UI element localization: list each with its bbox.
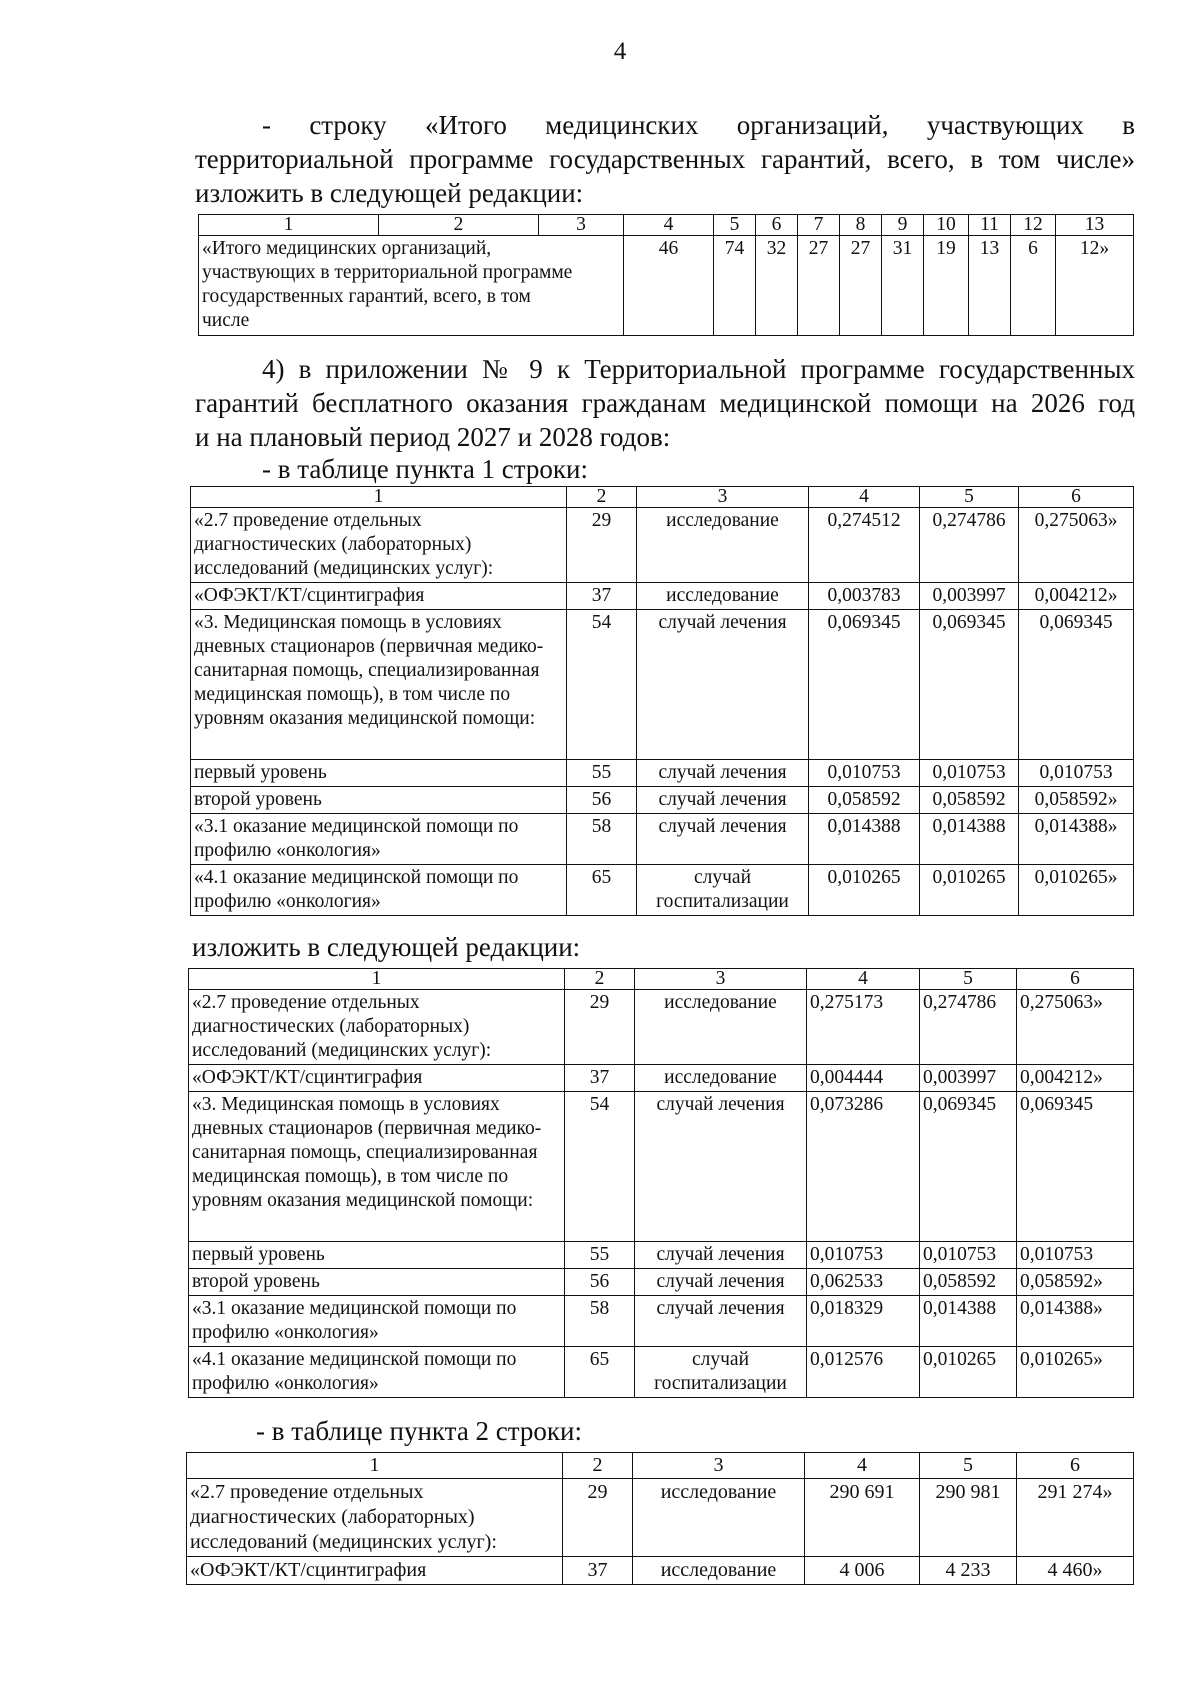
row-number: 58 [567, 814, 637, 865]
row-label: «Итого медицинских организаций, участвующих в территориальной программе государственных гарантий, всего, в том числе [199, 236, 624, 336]
value-cell: 0,004444 [807, 1065, 920, 1092]
value-cell: 0,275063» [1017, 990, 1134, 1065]
row-unit: случай лечения [635, 1242, 807, 1269]
header-cell: 7 [798, 215, 840, 236]
table-header-row [199, 215, 1134, 236]
header-cell: 5 [920, 1453, 1017, 1479]
table-row [189, 1092, 1134, 1242]
value-cell: 0,018329 [807, 1296, 920, 1347]
value-cell: 0,069345 [920, 610, 1019, 760]
table-row [191, 865, 1134, 916]
header-cell: 5 [714, 215, 756, 236]
table-row [189, 1347, 1134, 1398]
value-cell: 0,010753 [809, 760, 920, 787]
row-unit: случай госпитализации [635, 1347, 807, 1398]
value-cell: 0,004212» [1017, 1065, 1134, 1092]
table-row [199, 236, 1134, 336]
value-cell: 0,012576 [807, 1347, 920, 1398]
header-cell: 12 [1011, 215, 1056, 236]
value-cell: 0,010265» [1019, 865, 1134, 916]
header-cell: 5 [920, 487, 1019, 508]
value-cell: 74 [714, 236, 756, 336]
row-label: «4.1 оказание медицинской помощи по профилю «онкология» [191, 865, 567, 916]
table-row [191, 583, 1134, 610]
row-label: «ОФЭКТ/КТ/сцинтиграфия [191, 583, 567, 610]
row-label: второй уровень [189, 1269, 565, 1296]
value-cell: 0,014388» [1017, 1296, 1134, 1347]
table-row [191, 760, 1134, 787]
header-cell: 1 [199, 215, 379, 236]
table-item1-old [190, 486, 1134, 916]
value-cell: 0,010753 [920, 1242, 1017, 1269]
header-cell: 3 [635, 969, 807, 990]
value-cell: 0,274786 [920, 508, 1019, 583]
value-cell: 0,010753 [1019, 760, 1134, 787]
row-label: «2.7 проведение отдельных диагностических (лабораторных) исследований (медицинских услуг): [187, 1479, 563, 1557]
value-cell: 0,014388 [920, 814, 1019, 865]
row-number: 55 [565, 1242, 635, 1269]
value-cell: 4 460» [1017, 1557, 1134, 1585]
header-cell: 3 [637, 487, 809, 508]
value-cell: 0,069345 [809, 610, 920, 760]
table-row [189, 1269, 1134, 1296]
value-cell: 0,058592 [920, 787, 1019, 814]
row-number: 55 [567, 760, 637, 787]
p4-line-3: и на плановый период 2027 и 2028 годов: [195, 422, 671, 452]
row-label: «4.1 оказание медицинской помощи по профилю «онкология» [189, 1347, 565, 1398]
mid-text: изложить в следующей редакции: [192, 932, 581, 962]
table-row [191, 610, 1134, 760]
row-number: 29 [565, 990, 635, 1065]
row-number: 56 [565, 1269, 635, 1296]
value-cell: 0,275063» [1019, 508, 1134, 583]
header-cell: 6 [1019, 487, 1134, 508]
header-cell: 8 [840, 215, 882, 236]
row-unit: случай лечения [635, 1092, 807, 1242]
value-cell: 27 [798, 236, 840, 336]
table-row [189, 990, 1134, 1065]
header-cell: 9 [882, 215, 924, 236]
value-cell: 46 [624, 236, 714, 336]
table-row [187, 1557, 1134, 1585]
header-cell: 2 [563, 1453, 633, 1479]
header-cell: 6 [756, 215, 798, 236]
row-unit: случай лечения [637, 787, 809, 814]
header-cell: 6 [1017, 969, 1134, 990]
value-cell: 27 [840, 236, 882, 336]
table-row [191, 814, 1134, 865]
value-cell: 0,003997 [920, 583, 1019, 610]
row-unit: случай лечения [637, 814, 809, 865]
row-label: первый уровень [191, 760, 567, 787]
row-number: 29 [567, 508, 637, 583]
intro-line-2: территориальной программе государственных гарантий, всего, в том числе» [195, 144, 1135, 174]
row-unit: случай лечения [635, 1296, 807, 1347]
value-cell: 0,069345 [1017, 1092, 1134, 1242]
value-cell: 0,069345 [1019, 610, 1134, 760]
header-cell: 11 [969, 215, 1011, 236]
intro-line-1: - строку «Итого медицинских организаций, участвующих в [262, 110, 1135, 140]
header-cell: 6 [1017, 1453, 1134, 1479]
value-cell: 0,058592 [809, 787, 920, 814]
value-cell: 0,058592» [1019, 787, 1134, 814]
value-cell: 6 [1011, 236, 1056, 336]
row-label: «3.1 оказание медицинской помощи по профилю «онкология» [189, 1296, 565, 1347]
header-cell: 1 [187, 1453, 563, 1479]
table-total-organizations [198, 214, 1134, 336]
row-number: 56 [567, 787, 637, 814]
header-cell: 13 [1056, 215, 1134, 236]
value-cell: 0,275173 [807, 990, 920, 1065]
header-cell: 1 [191, 487, 567, 508]
table-row [189, 1296, 1134, 1347]
row-unit: исследование [633, 1479, 805, 1557]
value-cell: 291 274» [1017, 1479, 1134, 1557]
header-cell: 1 [189, 969, 565, 990]
row-number: 54 [565, 1092, 635, 1242]
value-cell: 0,069345 [920, 1092, 1017, 1242]
value-cell: 0,010265 [809, 865, 920, 916]
header-cell: 3 [539, 215, 624, 236]
row-number: 29 [563, 1479, 633, 1557]
row-unit: исследование [637, 583, 809, 610]
table-item2 [186, 1452, 1134, 1585]
row-number: 54 [567, 610, 637, 760]
table-row [189, 1065, 1134, 1092]
header-cell: 3 [633, 1453, 805, 1479]
row-unit: случай лечения [637, 610, 809, 760]
row-label: «3. Медицинская помощь в условиях дневных стационаров (первичная медико-санитарная помощь, специализированная медицинская помощь), в том числе по уровням оказания медицинской помощи: [191, 610, 567, 760]
header-cell: 4 [805, 1453, 920, 1479]
row-number: 65 [565, 1347, 635, 1398]
row-number: 65 [567, 865, 637, 916]
value-cell: 0,003783 [809, 583, 920, 610]
value-cell: 4 006 [805, 1557, 920, 1585]
table-header-row [187, 1453, 1134, 1479]
row-unit: случай госпитализации [637, 865, 809, 916]
table-header-row [189, 969, 1134, 990]
row-unit: случай лечения [637, 760, 809, 787]
value-cell: 0,004212» [1019, 583, 1134, 610]
page-number: 4 [613, 38, 627, 65]
value-cell: 290 981 [920, 1479, 1017, 1557]
row-label: второй уровень [191, 787, 567, 814]
row-label: первый уровень [189, 1242, 565, 1269]
header-cell: 2 [379, 215, 539, 236]
row-unit: исследование [635, 1065, 807, 1092]
value-cell: 0,010753 [1017, 1242, 1134, 1269]
intro-line-3: изложить в следующей редакции: [195, 178, 584, 208]
value-cell: 0,010753 [920, 760, 1019, 787]
row-number: 37 [567, 583, 637, 610]
value-cell: 19 [924, 236, 969, 336]
row-label: «2.7 проведение отдельных диагностических (лабораторных) исследований (медицинских услуг): [189, 990, 565, 1065]
value-cell: 0,010265 [920, 865, 1019, 916]
table-item1-new [188, 968, 1134, 1398]
value-cell: 0,073286 [807, 1092, 920, 1242]
row-unit: случай лечения [635, 1269, 807, 1296]
value-cell: 0,274512 [809, 508, 920, 583]
value-cell: 0,058592» [1017, 1269, 1134, 1296]
table-row [191, 508, 1134, 583]
row-label: «3.1 оказание медицинской помощи по профилю «онкология» [191, 814, 567, 865]
value-cell: 13 [969, 236, 1011, 336]
table-row [187, 1479, 1134, 1557]
value-cell: 290 691 [805, 1479, 920, 1557]
p4-line-1: 4) в приложении № 9 к Территориальной программе государственных [262, 354, 1135, 384]
value-cell: 4 233 [920, 1557, 1017, 1585]
value-cell: 0,003997 [920, 1065, 1017, 1092]
value-cell: 0,014388 [809, 814, 920, 865]
row-number: 58 [565, 1296, 635, 1347]
p4-line-4: - в таблице пункта 1 строки: [262, 454, 588, 484]
row-label: «ОФЭКТ/КТ/сцинтиграфия [189, 1065, 565, 1092]
value-cell: 0,014388» [1019, 814, 1134, 865]
value-cell: 32 [756, 236, 798, 336]
row-label: «ОФЭКТ/КТ/сцинтиграфия [187, 1557, 563, 1585]
row-label: «3. Медицинская помощь в условиях дневных стационаров (первичная медико-санитарная помощь, специализированная медицинская помощь), в том числе по уровням оказания медицинской помощи: [189, 1092, 565, 1242]
header-cell: 5 [920, 969, 1017, 990]
value-cell: 0,010265» [1017, 1347, 1134, 1398]
row-number: 37 [563, 1557, 633, 1585]
header-cell: 2 [565, 969, 635, 990]
row-unit: исследование [633, 1557, 805, 1585]
value-cell: 0,062533 [807, 1269, 920, 1296]
header-cell: 4 [807, 969, 920, 990]
row-unit: исследование [635, 990, 807, 1065]
value-cell: 0,058592 [920, 1269, 1017, 1296]
table-row [191, 787, 1134, 814]
table-row [189, 1242, 1134, 1269]
value-cell: 12» [1056, 236, 1134, 336]
table-header-row [191, 487, 1134, 508]
p4-line-2: гарантий бесплатного оказания гражданам медицинской помощи на 2026 год [195, 388, 1135, 418]
header-cell: 10 [924, 215, 969, 236]
value-cell: 31 [882, 236, 924, 336]
header-cell: 4 [809, 487, 920, 508]
value-cell: 0,274786 [920, 990, 1017, 1065]
row-unit: исследование [637, 508, 809, 583]
row-number: 37 [565, 1065, 635, 1092]
p2-text: - в таблице пункта 2 строки: [256, 1416, 582, 1446]
header-cell: 4 [624, 215, 714, 236]
row-label: «2.7 проведение отдельных диагностических (лабораторных) исследований (медицинских услуг): [191, 508, 567, 583]
value-cell: 0,010265 [920, 1347, 1017, 1398]
value-cell: 0,014388 [920, 1296, 1017, 1347]
header-cell: 2 [567, 487, 637, 508]
value-cell: 0,010753 [807, 1242, 920, 1269]
